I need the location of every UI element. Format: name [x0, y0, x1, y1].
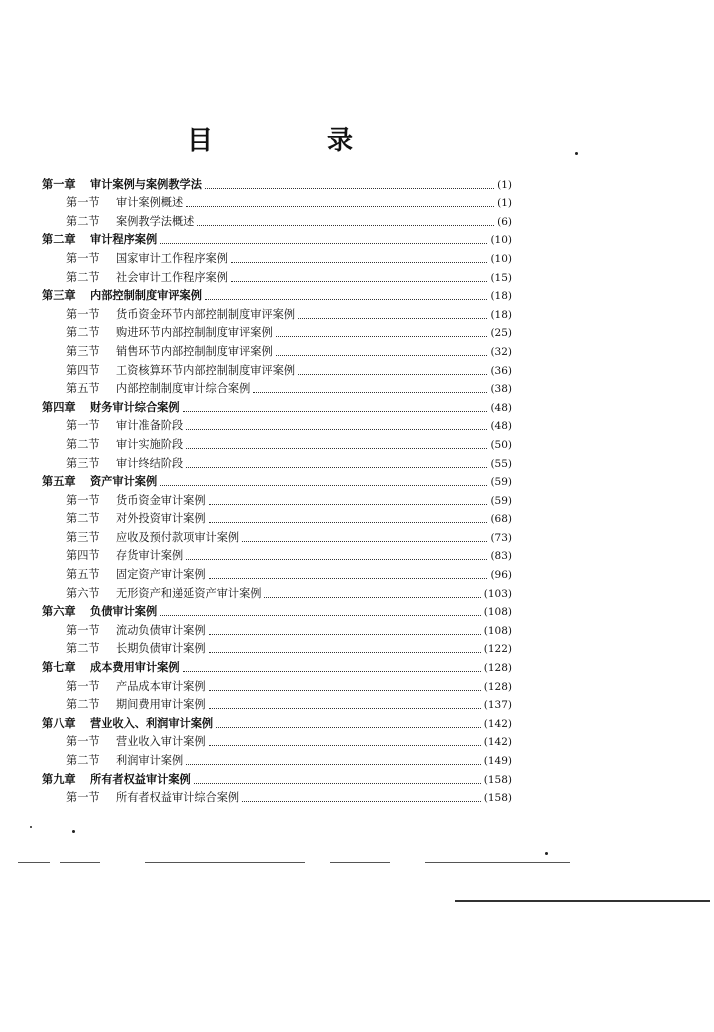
toc-page-number: (73): [490, 531, 512, 544]
toc-page-number: (103): [483, 587, 512, 600]
toc-section-entry: [42, 563, 512, 582]
toc-section-entry: [42, 787, 512, 806]
dot-leader: [186, 428, 487, 430]
toc-page-number: (59): [490, 494, 512, 507]
dot-leader: [231, 280, 488, 282]
toc-entry-title: 内部控制制度审评案例: [90, 289, 202, 303]
dot-leader: [205, 187, 494, 189]
dot-leader: [209, 633, 481, 635]
dot-leader: [242, 800, 481, 802]
toc-section-entry: [42, 545, 512, 564]
toc-page-number: (96): [490, 569, 512, 582]
toc-entry-number: 第一节: [66, 196, 100, 210]
dot-leader: [183, 410, 488, 412]
toc-entry-number: 第九章: [42, 772, 76, 786]
toc-section-entry: [42, 303, 512, 322]
toc-entry-title: 案例教学法概述: [116, 214, 195, 228]
dot-leader: [242, 540, 487, 542]
toc-entry-title: 无形资产和递延资产审计案例: [116, 586, 262, 600]
toc-section-entry: [42, 192, 512, 211]
toc-page-number: (83): [490, 550, 512, 563]
toc-entry-title: 存货审计案例: [116, 549, 184, 563]
toc-entry-title: 审计程序案例: [90, 233, 158, 247]
dot-leader: [298, 373, 487, 375]
toc-entry-title: 应收及预付款项审计案例: [116, 530, 240, 544]
toc-entry-title: 审计实施阶段: [116, 437, 184, 451]
dot-leader: [298, 317, 487, 319]
toc-chapter-entry: [42, 173, 512, 192]
toc-page-number: (158): [483, 773, 512, 786]
dot-leader: [216, 726, 481, 728]
toc-section-entry: [42, 489, 512, 508]
toc-section-entry: [42, 508, 512, 527]
toc-section-entry: [42, 340, 512, 359]
dot-leader: [183, 670, 481, 672]
toc-page-number: (142): [483, 736, 512, 749]
dot-leader: [186, 447, 487, 449]
toc-entry-number: 第二章: [42, 233, 76, 247]
toc-entry-title: 内部控制制度审计综合案例: [116, 382, 251, 396]
dot-leader: [160, 484, 487, 486]
dot-leader: [276, 354, 488, 356]
toc-page-number: (137): [483, 699, 512, 712]
toc-entry-number: 第一节: [66, 419, 100, 433]
toc-page-number: (142): [483, 717, 512, 730]
toc-entry-number: 第二节: [66, 270, 100, 284]
toc-entry-number: 第一节: [66, 251, 100, 265]
toc-entry-number: 第三节: [66, 530, 100, 544]
toc-entry-number: 第二节: [66, 437, 100, 451]
scan-artifact-line: [330, 862, 390, 863]
toc-section-entry: [42, 359, 512, 378]
scan-artifact-dot: [575, 152, 578, 155]
toc-entry-title: 流动负债审计案例: [116, 623, 206, 637]
toc-section-entry: [42, 749, 512, 768]
toc-section-entry: [42, 619, 512, 638]
toc-entry-title: 财务审计综合案例: [90, 400, 180, 414]
dot-leader: [209, 744, 481, 746]
toc-chapter-entry: [42, 229, 512, 248]
toc-entry-number: 第二节: [66, 642, 100, 656]
dot-leader: [209, 503, 488, 505]
toc-section-entry: [42, 266, 512, 285]
toc-section-entry: [42, 526, 512, 545]
toc-entry-title: 销售环节内部控制制度审评案例: [116, 344, 273, 358]
toc-entry-number: 第二节: [66, 214, 100, 228]
scan-artifact-line: [455, 900, 710, 902]
toc-section-entry: [42, 378, 512, 397]
toc-entry-title: 长期负债审计案例: [116, 642, 206, 656]
toc-page-number: (18): [490, 308, 512, 321]
toc-entry-number: 第一章: [42, 177, 76, 191]
toc-entry-number: 第六节: [66, 586, 100, 600]
scan-artifact-line: [145, 862, 305, 863]
toc-entry-title: 资产审计案例: [90, 475, 158, 489]
toc-entry-number: 第一节: [66, 623, 100, 637]
toc-entry-title: 工资核算环节内部控制制度审评案例: [116, 363, 296, 377]
dot-leader: [197, 224, 494, 226]
scan-artifact-dot: [30, 826, 32, 828]
toc-section-entry: [42, 210, 512, 229]
toc-entry-number: 第六章: [42, 605, 76, 619]
toc-page-number: (1): [497, 197, 512, 210]
toc-section-entry: [42, 582, 512, 601]
toc-chapter-entry: [42, 601, 512, 620]
toc-entry-number: 第八章: [42, 716, 76, 730]
toc-entry-title: 营业收入审计案例: [116, 735, 206, 749]
toc-entry-title: 货币资金审计案例: [116, 493, 206, 507]
dot-leader: [253, 391, 487, 393]
toc-page-number: (36): [490, 364, 512, 377]
toc-section-entry: [42, 415, 512, 434]
dot-leader: [209, 689, 481, 691]
toc-page-number: (122): [483, 643, 512, 656]
toc-entry-number: 第一节: [66, 679, 100, 693]
toc-chapter-entry: [42, 396, 512, 415]
dot-leader: [209, 521, 488, 523]
toc-entry-number: 第一节: [66, 493, 100, 507]
page-title: 目 录: [186, 126, 397, 156]
toc-entry-title: 审计终结阶段: [116, 456, 184, 470]
toc-page-number: (25): [490, 327, 512, 340]
toc-page-number: (38): [490, 383, 512, 396]
toc-chapter-entry: [42, 712, 512, 731]
dot-leader: [186, 763, 481, 765]
scan-artifact-dot: [72, 830, 75, 833]
dot-leader: [194, 782, 481, 784]
toc-page-number: (108): [483, 624, 512, 637]
toc-page-number: (15): [490, 271, 512, 284]
dot-leader: [231, 261, 488, 263]
toc-entry-title: 产品成本审计案例: [116, 679, 206, 693]
toc-page-number: (108): [483, 606, 512, 619]
dot-leader: [209, 577, 488, 579]
toc-entry-title: 所有者权益审计综合案例: [116, 791, 240, 805]
toc-entry-title: 社会审计工作程序案例: [116, 270, 228, 284]
toc-entry-number: 第五章: [42, 475, 76, 489]
dot-leader: [264, 596, 480, 598]
toc-page-number: (6): [497, 215, 512, 228]
toc-entry-title: 固定资产审计案例: [116, 568, 206, 582]
toc-entry-title: 成本费用审计案例: [90, 661, 180, 675]
toc-entry-title: 负债审计案例: [90, 605, 158, 619]
toc-entry-number: 第一节: [66, 307, 100, 321]
dot-leader: [160, 614, 481, 616]
toc-section-entry: [42, 731, 512, 750]
toc-page-number: (48): [490, 420, 512, 433]
toc-page-number: (158): [483, 792, 512, 805]
toc-entry-number: 第四节: [66, 549, 100, 563]
toc-page-number: (50): [490, 438, 512, 451]
toc-entry-title: 审计案例概述: [116, 196, 184, 210]
table-of-contents: [42, 173, 512, 805]
dot-leader: [276, 335, 488, 337]
toc-entry-number: 第四节: [66, 363, 100, 377]
toc-chapter-entry: [42, 768, 512, 787]
dot-leader: [209, 707, 481, 709]
toc-page-number: (18): [490, 290, 512, 303]
toc-entry-title: 期间费用审计案例: [116, 698, 206, 712]
dot-leader: [160, 242, 487, 244]
toc-section-entry: [42, 675, 512, 694]
toc-page-number: (32): [490, 345, 512, 358]
toc-page-number: (59): [490, 476, 512, 489]
toc-entry-number: 第五节: [66, 568, 100, 582]
scan-artifact-dot: [545, 852, 548, 855]
toc-page-number: (10): [490, 252, 512, 265]
scan-artifact-line: [18, 862, 50, 863]
scan-artifact-line: [425, 862, 570, 863]
toc-page-number: (68): [490, 513, 512, 526]
toc-chapter-entry: [42, 471, 512, 490]
toc-entry-number: 第四章: [42, 400, 76, 414]
toc-entry-number: 第五节: [66, 382, 100, 396]
toc-entry-number: 第七章: [42, 661, 76, 675]
toc-entry-title: 利润审计案例: [116, 754, 184, 767]
toc-entry-title: 审计案例与案例教学法: [90, 177, 202, 191]
toc-section-entry: [42, 322, 512, 341]
toc-page-number: (48): [490, 401, 512, 414]
toc-entry-number: 第三章: [42, 289, 76, 303]
toc-page-number: (10): [490, 234, 512, 247]
toc-entry-number: 第二节: [66, 326, 100, 340]
toc-page-number: (55): [490, 457, 512, 470]
toc-section-entry: [42, 452, 512, 471]
toc-page-number: (128): [483, 662, 512, 675]
toc-entry-number: 第三节: [66, 344, 100, 358]
toc-entry-title: 营业收入、利润审计案例: [90, 716, 214, 730]
toc-page-number: (149): [483, 755, 512, 767]
toc-entry-number: 第二节: [66, 512, 100, 526]
dot-leader: [186, 466, 487, 468]
toc-entry-title: 货币资金环节内部控制制度审评案例: [116, 307, 296, 321]
toc-section-entry: [42, 694, 512, 713]
toc-section-entry: [42, 638, 512, 657]
toc-chapter-entry: [42, 285, 512, 304]
dot-leader: [186, 558, 487, 560]
toc-page-number: (1): [497, 178, 512, 191]
toc-page-number: (128): [483, 680, 512, 693]
toc-section-entry: [42, 433, 512, 452]
scan-artifact-line: [60, 862, 100, 863]
toc-chapter-entry: [42, 656, 512, 675]
toc-entry-number: 第二节: [66, 698, 100, 712]
toc-entry-number: 第二节: [66, 754, 100, 767]
toc-entry-title: 国家审计工作程序案例: [116, 251, 228, 265]
toc-section-entry: [42, 247, 512, 266]
dot-leader: [205, 298, 488, 300]
toc-entry-title: 购进环节内部控制制度审评案例: [116, 326, 273, 340]
toc-entry-title: 所有者权益审计案例: [90, 772, 191, 786]
toc-entry-number: 第一节: [66, 735, 100, 749]
toc-entry-number: 第三节: [66, 456, 100, 470]
toc-entry-title: 对外投资审计案例: [116, 512, 206, 526]
dot-leader: [209, 651, 481, 653]
toc-entry-number: 第一节: [66, 791, 100, 805]
dot-leader: [186, 205, 494, 207]
toc-entry-title: 审计准备阶段: [116, 419, 184, 433]
